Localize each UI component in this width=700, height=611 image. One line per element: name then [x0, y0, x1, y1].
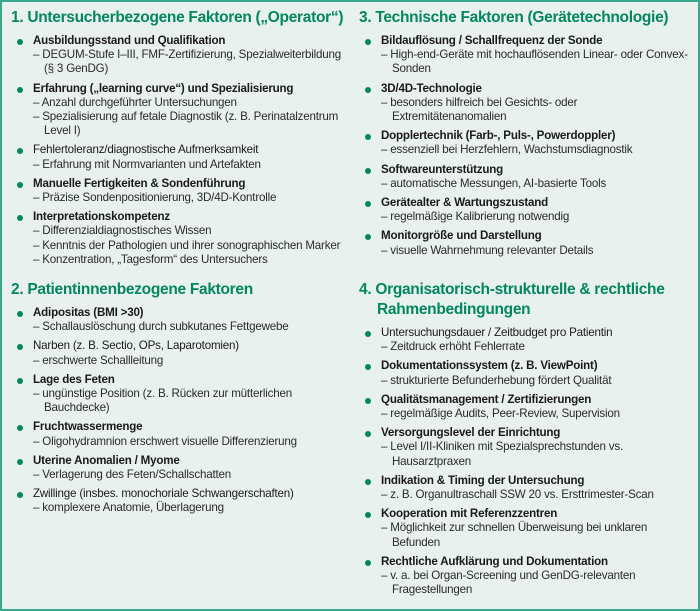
list-item — [359, 507, 692, 550]
item-detail: – komplexere Anatomie, Überlagerung — [33, 501, 224, 515]
list-item — [359, 163, 692, 191]
item-detail: – Möglichkeit zur schnellen Überweisung bei unklaren Befunden — [381, 521, 648, 549]
bullet-icon — [365, 364, 371, 370]
item-heading: Versorgungslevel der Einrichtung — [381, 426, 561, 440]
list-item — [359, 474, 692, 502]
item-heading: Softwareunterstützung — [381, 162, 504, 176]
item-heading: Dopplertechnik (Farb-, Puls-, Powerdoppler) — [381, 129, 616, 143]
patient-factors-section — [2, 280, 351, 602]
item-detail: – Verlagerung des Feten/Schallschatten — [33, 468, 232, 482]
bullet-icon — [17, 344, 23, 350]
item-heading: Narben (z. B. Sectio, OPs, Laparotomien) — [33, 339, 239, 353]
item-heading: Gerätealter & Wartungszustand — [381, 196, 549, 210]
list-item — [11, 339, 345, 367]
bullet-icon — [17, 148, 23, 154]
item-heading: Adipositas (BMI >30) — [33, 306, 144, 320]
section-title: 3. Technische Faktoren (Gerätetechnologie) — [359, 9, 669, 26]
item-detail: – essenziell bei Herzfehlern, Wachstumsdiagnostik — [381, 143, 633, 157]
item-heading: Lage des Feten — [33, 372, 115, 386]
list-item — [359, 359, 692, 387]
bullet-icon — [17, 378, 23, 384]
item-detail: – v. a. bei Organ-Screening und GenDG-relevanten Fragestellungen — [381, 569, 636, 597]
list-item — [11, 210, 345, 267]
item-detail: – erschwerte Schallleitung — [33, 353, 164, 367]
item-heading: 3D/4D-Technologie — [381, 81, 482, 95]
item-heading: Ausbildungsstand und Qualifikation — [33, 34, 226, 47]
list-item — [359, 82, 692, 125]
list-item — [359, 129, 692, 157]
item-detail: – Präzise Sondenpositionierung, 3D/4D-Kontrolle — [33, 191, 277, 205]
bullet-icon — [17, 87, 23, 93]
item-detail: – Spezialisierung auf fetale Diagnostik (z. B. Perinatalzentrum Level I) — [33, 110, 339, 138]
list-item — [359, 426, 692, 469]
list-item — [359, 555, 692, 598]
item-detail: – regelmäßige Audits, Peer-Review, Supervision — [381, 407, 620, 421]
bullet-icon — [365, 479, 371, 485]
bullet-icon — [17, 215, 23, 221]
list-item — [11, 143, 345, 171]
item-detail: – automatische Messungen, AI-basierte Tools — [381, 176, 607, 190]
bullet-icon — [365, 431, 371, 437]
item-detail: – visuelle Wahrnehmung relevanter Details — [381, 243, 594, 257]
list-item — [11, 34, 345, 77]
list-item — [11, 420, 345, 448]
item-detail: – Anzahl durchgeführter Untersuchungen — [33, 95, 237, 109]
list-item — [359, 326, 692, 354]
item-heading: Fehlertoleranz/diagnostische Aufmerksamkeit — [33, 143, 259, 157]
bullet-icon — [17, 459, 23, 465]
bullet-icon — [365, 398, 371, 404]
item-detail: – Schallauslöschung durch subkutanes Fettgewebe — [33, 320, 289, 334]
item-heading: Bildauflösung / Schallfrequenz der Sonde — [381, 34, 603, 47]
item-heading: Kooperation mit Referenzzentren — [381, 507, 558, 521]
bullet-icon — [365, 331, 371, 337]
item-detail: – Differenzialdiagnostisches Wissen — [33, 224, 212, 238]
bullet-icon — [17, 182, 23, 188]
item-detail: – z. B. Organultraschall SSW 20 vs. Ersttrimester-Scan — [381, 488, 654, 502]
item-detail: – High-end-Geräte mit hochauflösenden Linear- oder Convex-Sonden — [381, 48, 688, 76]
item-heading: Interpretationskompetenz — [33, 210, 170, 224]
bullet-icon — [365, 560, 371, 566]
operator-factors-section — [2, 8, 351, 272]
section-title: 4. Organisatorisch-strukturelle & rechtliche Rahmenbedingungen — [359, 281, 665, 319]
list-item — [11, 177, 345, 205]
bullet-icon — [17, 39, 23, 45]
organizational-factors-section — [351, 280, 698, 602]
item-heading: Uterine Anomalien / Myome — [33, 453, 180, 467]
bullet-icon — [365, 39, 371, 45]
item-detail: – Zeitdruck erhöht Fehlerrate — [381, 340, 525, 354]
list-item — [359, 34, 692, 77]
item-heading: Fruchtwassermenge — [33, 420, 143, 434]
item-heading: Indikation & Timing der Untersuchung — [381, 473, 585, 487]
item-heading: Erfahrung („learning curve“) und Spezialisierung — [33, 81, 294, 95]
list-item — [11, 454, 345, 482]
list-item — [11, 82, 345, 139]
bullet-icon — [365, 234, 371, 240]
list-item — [11, 306, 345, 334]
item-detail: – DEGUM-Stufe I–III, FMF-Zertifizierung, Spezialweiterbildung (§ 3 GenDG) — [33, 48, 342, 76]
item-detail: – Oligohydramnion erschwert visuelle Differenzierung — [33, 434, 297, 448]
bullet-icon — [17, 311, 23, 317]
bullet-icon — [17, 492, 23, 498]
bullet-icon — [365, 201, 371, 207]
item-detail: – regelmäßige Kalibrierung notwendig — [381, 210, 570, 224]
item-heading: Rechtliche Aufklärung und Dokumentation — [381, 554, 608, 568]
item-heading: Manuelle Fertigkeiten & Sondenführung — [33, 176, 246, 190]
item-heading: Qualitätsmanagement / Zertifizierungen — [381, 392, 592, 406]
item-detail: – strukturierte Befunderhebung fördert Qualität — [381, 373, 612, 387]
bullet-icon — [17, 425, 23, 431]
list-item — [11, 487, 345, 515]
item-detail: – Konzentration, „Tagesform“ des Untersuchers — [33, 252, 268, 266]
list-item — [359, 196, 692, 224]
list-item — [359, 229, 692, 257]
section-title: 1. Untersucherbezogene Faktoren („Operator“) — [11, 9, 344, 26]
bullet-icon — [365, 87, 371, 93]
section-title: 2. Patientinnenbezogene Faktoren — [11, 281, 253, 299]
item-detail: – besonders hilfreich bei Gesichts- oder Extremitätenanomalien — [381, 95, 578, 124]
item-detail: – Kenntnis der Pathologien und ihrer sonographischen Marker — [33, 238, 341, 252]
list-item — [11, 373, 345, 416]
item-heading: Zwillinge (insbes. monochoriale Schwangerschaften) — [33, 487, 294, 501]
technical-factors-section — [351, 8, 698, 272]
item-heading: Monitorgröße und Darstellung — [381, 229, 542, 243]
item-detail: – Erfahrung mit Normvarianten und Artefakten — [33, 157, 261, 171]
item-detail: – ungünstige Position (z. B. Rücken zur mütterlichen Bauchdecke) — [33, 387, 292, 415]
item-heading: Dokumentationssystem (z. B. ViewPoint) — [381, 359, 598, 373]
bullet-icon — [365, 134, 371, 140]
bullet-icon — [365, 168, 371, 174]
item-heading: Untersuchungsdauer / Zeitbudget pro Patientin — [381, 326, 613, 340]
item-detail: – Level I/II-Kliniken mit Spezialsprechstunden vs. Hausarztpraxen — [381, 440, 623, 468]
bullet-icon — [365, 512, 371, 518]
list-item — [359, 393, 692, 421]
